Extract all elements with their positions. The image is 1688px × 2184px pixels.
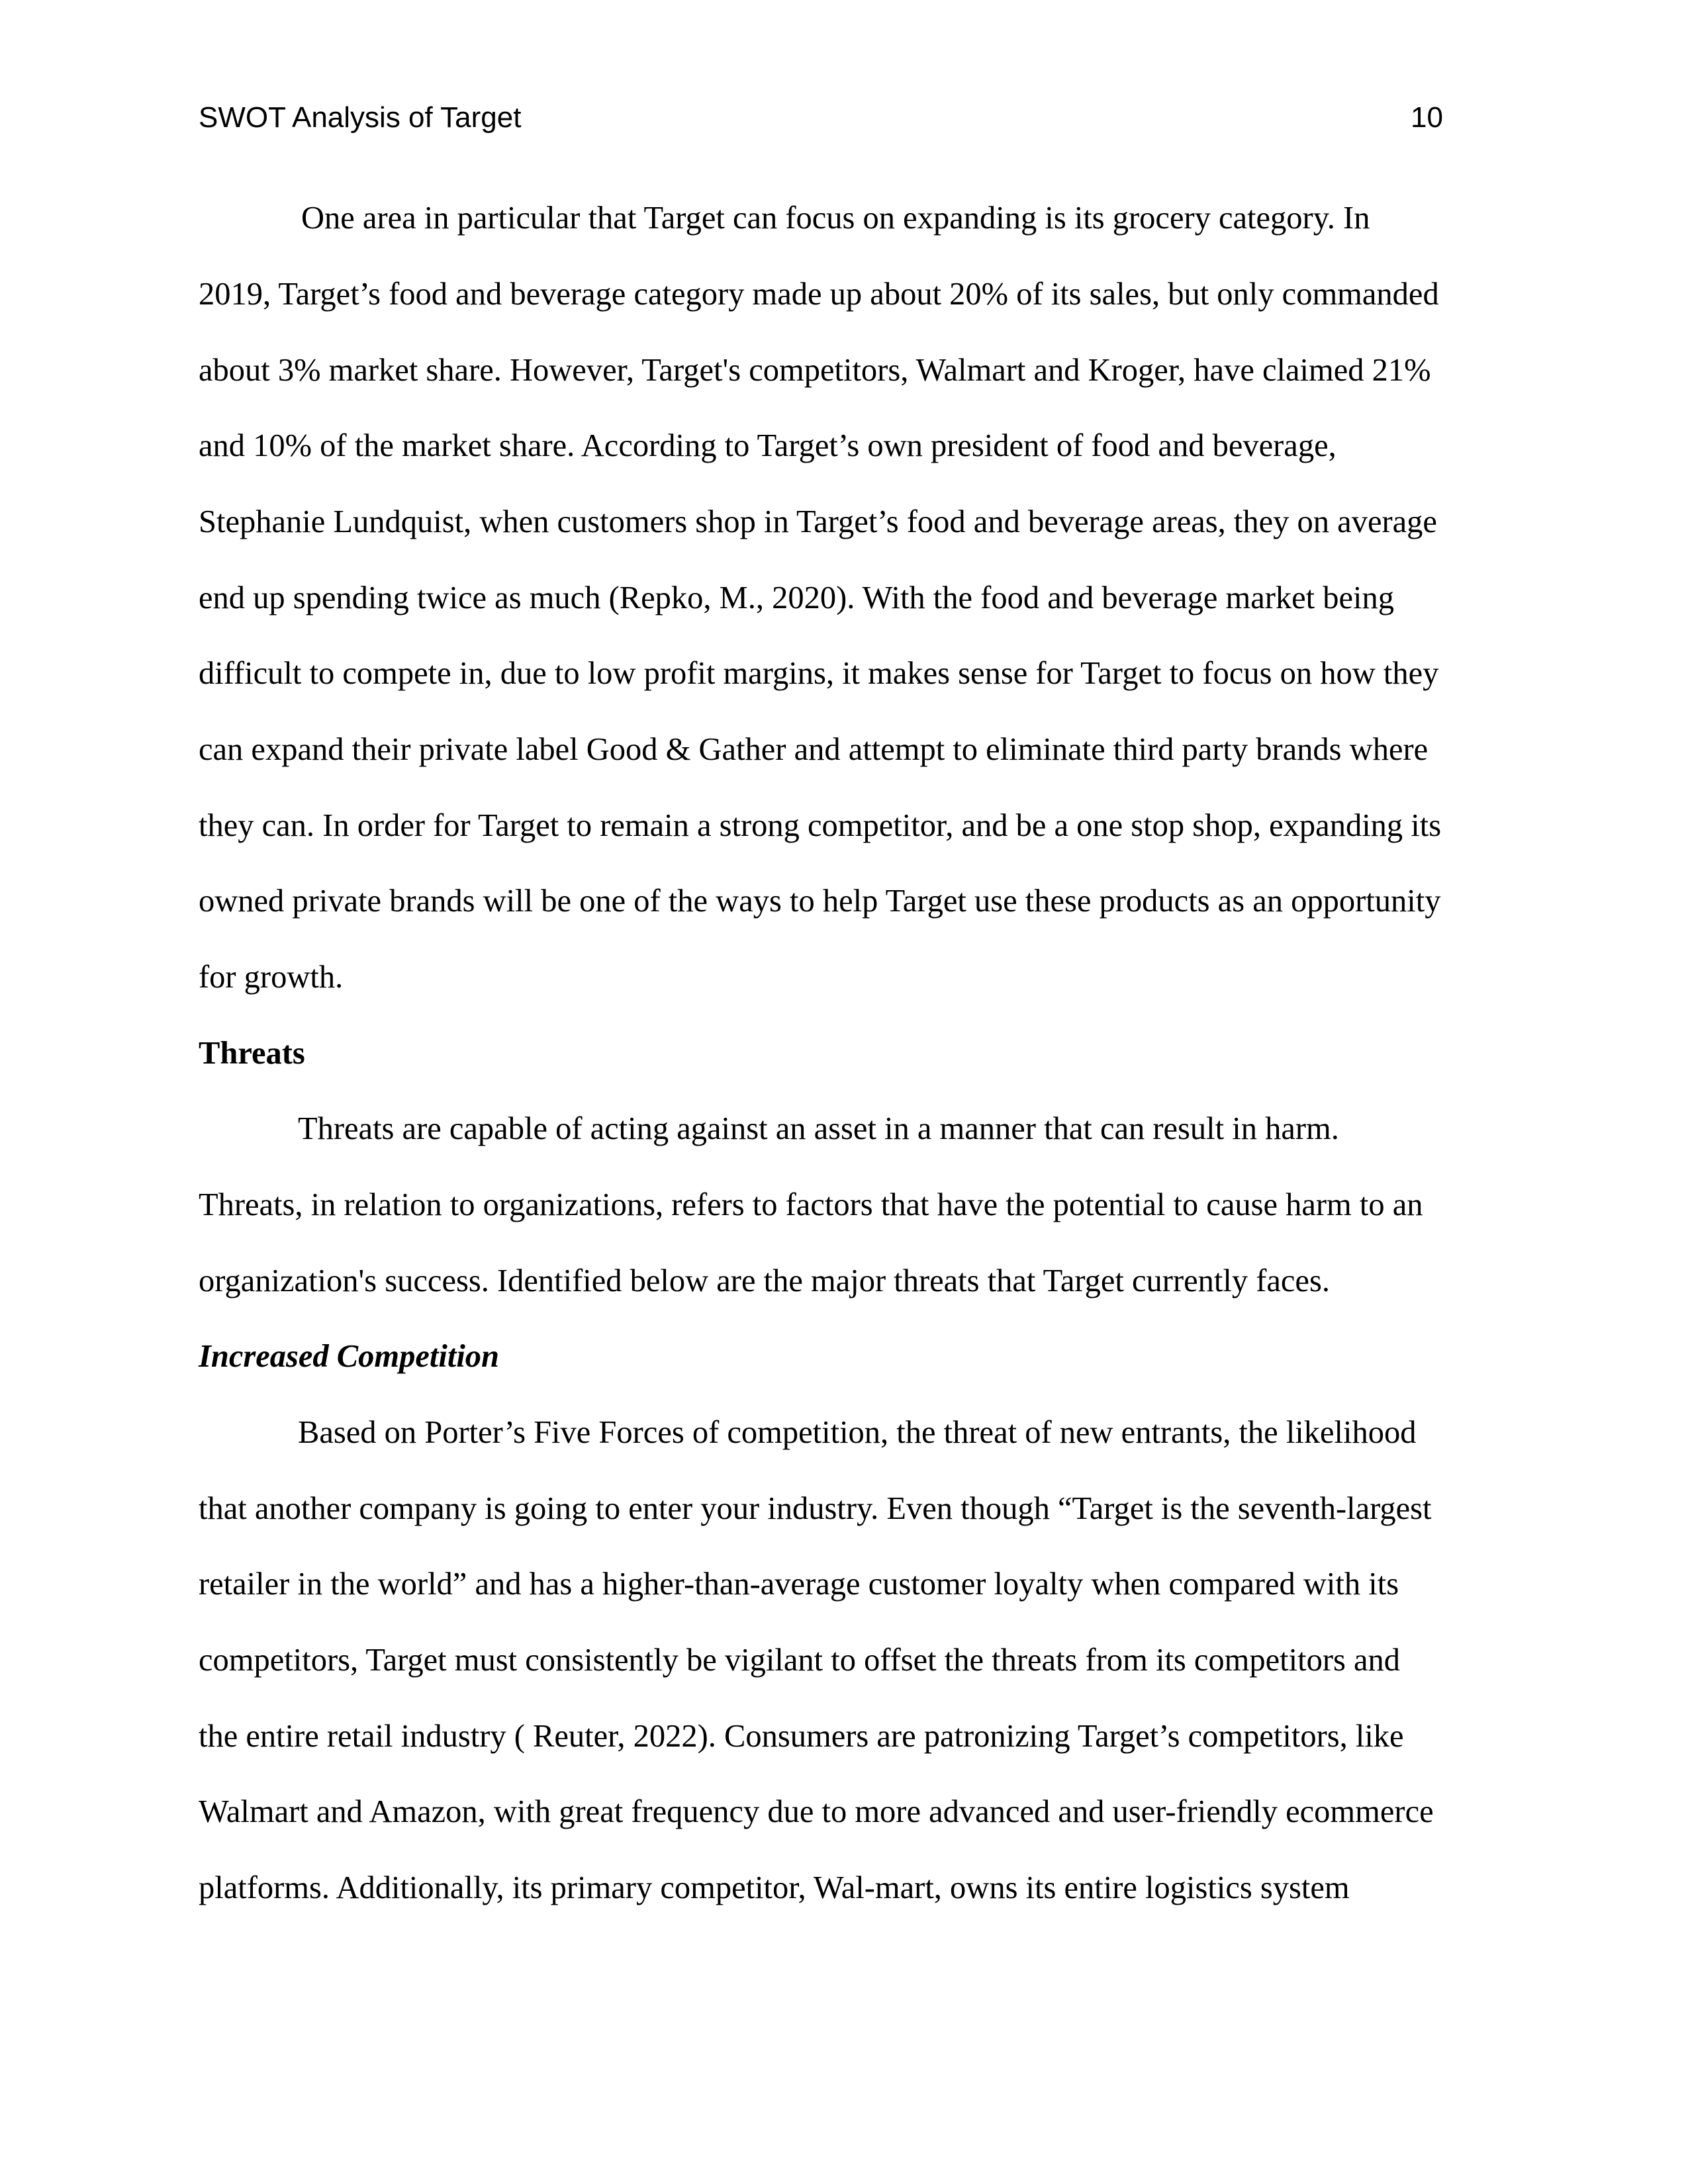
running-head-title: SWOT Analysis of Target	[199, 101, 522, 134]
subsection-heading-increased-competition: Increased Competition	[199, 1339, 500, 1374]
paragraph-threats-line: Threats, in relation to organizations, refers to factors that have the potential to cause harm to an	[199, 1187, 1423, 1222]
paragraph-grocery-line: and 10% of the market share. According to Target’s own president of food and beverage,	[199, 428, 1336, 463]
paragraph-competition-line: the entire retail industry ( Reuter, 2022). Consumers are patronizing Target’s competitors, like	[199, 1719, 1404, 1754]
paragraph-grocery-line: owned private brands will be one of the ways to help Target use these products as an opportunity	[199, 884, 1441, 919]
paragraph-grocery-line: end up spending twice as much (Repko, M., 2020). With the food and beverage market being	[199, 580, 1395, 615]
running-head	[199, 98, 1443, 138]
paragraph-grocery-line: for growth.	[199, 960, 344, 995]
paragraph-competition-line: Based on Porter’s Five Forces of competition, the threat of new entrants, the likelihood	[298, 1415, 1417, 1450]
paragraph-competition-line: Walmart and Amazon, with great frequency due to more advanced and user-friendly ecommerce	[199, 1794, 1434, 1829]
paragraph-competition-line: competitors, Target must consistently be vigilant to offset the threats from its competitors and	[199, 1643, 1401, 1678]
paragraph-grocery-line: 2019, Target’s food and beverage category made up about 20% of its sales, but only commanded	[199, 277, 1439, 312]
paragraph-competition-line: that another company is going to enter your industry. Even though “Target is the seventh-largest	[199, 1491, 1432, 1526]
paragraph-grocery-line: Stephanie Lundquist, when customers shop in Target’s food and beverage areas, they on average	[199, 504, 1437, 539]
section-heading-threats: Threats	[199, 1036, 305, 1071]
paragraph-grocery-line: One area in particular that Target can focus on expanding is its grocery category. In	[301, 201, 1370, 236]
paragraph-grocery-line: difficult to compete in, due to low profit margins, it makes sense for Target to focus on how they	[199, 656, 1439, 691]
paragraph-grocery-line: they can. In order for Target to remain a strong competitor, and be a one stop shop, expanding its	[199, 808, 1442, 843]
paragraph-threats-line: organization's success. Identified below are the major threats that Target currently faces.	[199, 1263, 1330, 1298]
paragraph-threats-line: Threats are capable of acting against an asset in a manner that can result in harm.	[298, 1111, 1339, 1146]
paragraph-grocery-line: about 3% market share. However, Target's competitors, Walmart and Kroger, have claimed 21%	[199, 353, 1431, 388]
paragraph-competition-line: retailer in the world” and has a higher-than-average customer loyalty when compared with its	[199, 1567, 1399, 1602]
paragraph-grocery-line: can expand their private label Good & Gather and attempt to eliminate third party brands where	[199, 732, 1429, 767]
page-number: 10	[1411, 101, 1443, 134]
paragraph-competition-line: platforms. Additionally, its primary competitor, Wal-mart, owns its entire logistics system	[199, 1870, 1350, 1905]
